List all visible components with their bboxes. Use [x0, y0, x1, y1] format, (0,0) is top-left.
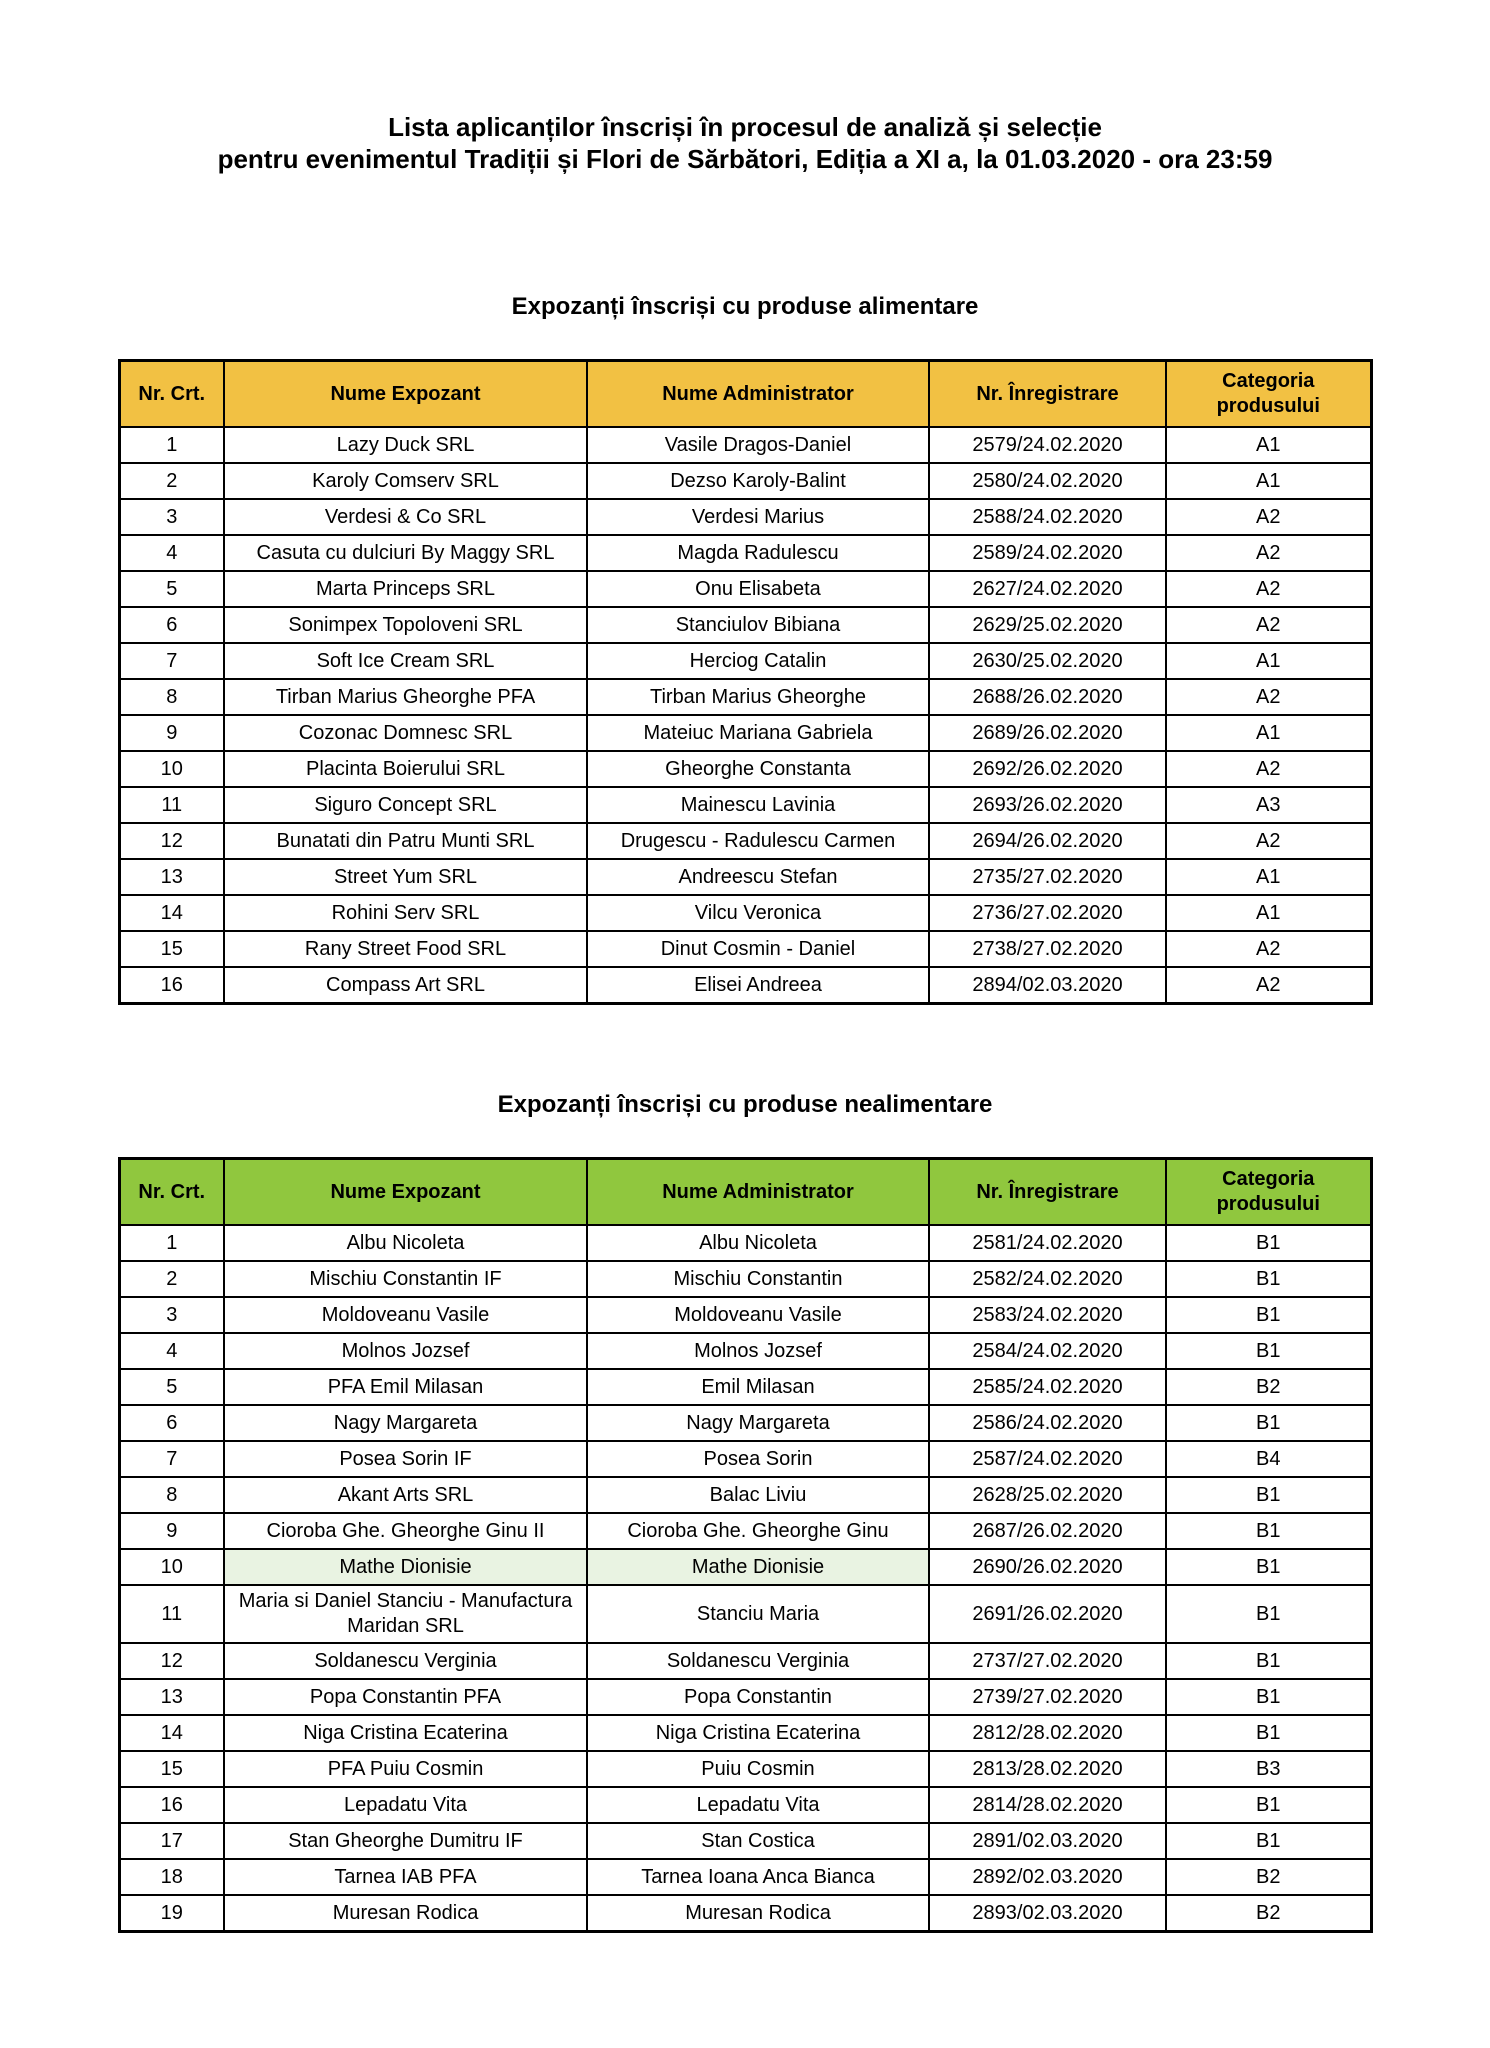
table-row [119, 1643, 1371, 1679]
table-cell: Mathe Dionisie [587, 1549, 929, 1585]
table-cell: B1 [1166, 1513, 1371, 1549]
table-cell: Tarnea IAB PFA [224, 1859, 587, 1895]
table-row [119, 499, 1371, 535]
table-cell: B1 [1166, 1333, 1371, 1369]
table-cell: Muresan Rodica [224, 1895, 587, 1932]
table-cell: Elisei Andreea [587, 967, 929, 1004]
table-cell: 2629/25.02.2020 [929, 607, 1166, 643]
table-row [119, 1585, 1371, 1643]
column-header-nume-expozant: Nume Expozant [224, 1159, 587, 1226]
table-cell: Marta Princeps SRL [224, 571, 587, 607]
table-cell: Stanciu Maria [587, 1585, 929, 1643]
table-row [119, 823, 1371, 859]
table-cell: 9 [119, 715, 224, 751]
column-header-nr-inregistrare: Nr. Înregistrare [929, 361, 1166, 428]
table-cell: 2 [119, 463, 224, 499]
table-cell: Stan Gheorghe Dumitru IF [224, 1823, 587, 1859]
table-cell: B1 [1166, 1715, 1371, 1751]
table-cell: 3 [119, 499, 224, 535]
header-row [119, 361, 1371, 428]
table-cell: 2692/26.02.2020 [929, 751, 1166, 787]
table-row [119, 427, 1371, 463]
table-cell: 2586/24.02.2020 [929, 1405, 1166, 1441]
nonfood-table-header [119, 1159, 1371, 1226]
section-title-food: Expozanți înscriși cu produse alimentare [511, 293, 979, 321]
table-cell: A1 [1166, 643, 1371, 679]
table-cell: Popa Constantin PFA [224, 1679, 587, 1715]
table-cell: Molnos Jozsef [224, 1333, 587, 1369]
table-cell: 2579/24.02.2020 [929, 427, 1166, 463]
table-cell: Balac Liviu [587, 1477, 929, 1513]
table-cell: 2691/26.02.2020 [929, 1585, 1166, 1643]
table-cell: Placinta Boierului SRL [224, 751, 587, 787]
table-row [119, 1441, 1371, 1477]
table-cell: 2583/24.02.2020 [929, 1297, 1166, 1333]
table-cell: 2688/26.02.2020 [929, 679, 1166, 715]
column-header-nr-inregistrare: Nr. Înregistrare [929, 1159, 1166, 1226]
table-cell: Lazy Duck SRL [224, 427, 587, 463]
table-cell: Molnos Jozsef [587, 1333, 929, 1369]
table-cell: A2 [1166, 967, 1371, 1004]
table-cell: Karoly Comserv SRL [224, 463, 587, 499]
table-cell: 1 [119, 1225, 224, 1261]
table-cell: 2689/26.02.2020 [929, 715, 1166, 751]
table-cell: 2627/24.02.2020 [929, 571, 1166, 607]
table-cell: 2630/25.02.2020 [929, 643, 1166, 679]
table-cell: A2 [1166, 931, 1371, 967]
table-cell: B1 [1166, 1549, 1371, 1585]
table-row [119, 463, 1371, 499]
table-cell: 2587/24.02.2020 [929, 1441, 1166, 1477]
table-cell: Nagy Margareta [224, 1405, 587, 1441]
table-cell: 2894/02.03.2020 [929, 967, 1166, 1004]
table-cell: Cozonac Domnesc SRL [224, 715, 587, 751]
column-header-nr-crt: Nr. Crt. [119, 1159, 224, 1226]
table-cell: 6 [119, 1405, 224, 1441]
table-cell: Moldoveanu Vasile [224, 1297, 587, 1333]
page-title-line-2: pentru evenimentul Tradiții și Flori de Sărbători, Ediția a XI a, la 01.03.2020 - ora 23:59 [217, 143, 1273, 174]
table-cell: 1 [119, 427, 224, 463]
table-cell: Albu Nicoleta [224, 1225, 587, 1261]
table-cell: 2813/28.02.2020 [929, 1751, 1166, 1787]
column-header-nume-administrator: Nume Administrator [587, 361, 929, 428]
table-cell: B1 [1166, 1643, 1371, 1679]
table-cell: Compass Art SRL [224, 967, 587, 1004]
table-cell: B4 [1166, 1441, 1371, 1477]
table-cell: 2693/26.02.2020 [929, 787, 1166, 823]
table-cell: 11 [119, 1585, 224, 1643]
table-cell: Lepadatu Vita [587, 1787, 929, 1823]
column-header-nume-expozant: Nume Expozant [224, 361, 587, 428]
table-cell: A1 [1166, 427, 1371, 463]
table-cell: Emil Milasan [587, 1369, 929, 1405]
table-row [119, 1823, 1371, 1859]
table-cell: B1 [1166, 1679, 1371, 1715]
table-cell: Albu Nicoleta [587, 1225, 929, 1261]
table-cell: B1 [1166, 1297, 1371, 1333]
table-cell: 13 [119, 1679, 224, 1715]
table-cell: 2580/24.02.2020 [929, 463, 1166, 499]
table-cell: A1 [1166, 859, 1371, 895]
table-cell: 2739/27.02.2020 [929, 1679, 1166, 1715]
table-cell: 2581/24.02.2020 [929, 1225, 1166, 1261]
table-cell: A3 [1166, 787, 1371, 823]
page-title-line-1: Lista aplicanților înscriși în procesul de analiză și selecție [388, 112, 1102, 142]
table-cell: B1 [1166, 1823, 1371, 1859]
column-header-categoria: Categoria produsului [1166, 1159, 1371, 1226]
table-cell: Mainescu Lavinia [587, 787, 929, 823]
table-cell: Sonimpex Topoloveni SRL [224, 607, 587, 643]
table-cell: B2 [1166, 1859, 1371, 1895]
table-cell: Rohini Serv SRL [224, 895, 587, 931]
table-cell: 2690/26.02.2020 [929, 1549, 1166, 1585]
table-cell: A2 [1166, 571, 1371, 607]
table-cell: Posea Sorin [587, 1441, 929, 1477]
table-cell: Soldanescu Verginia [587, 1643, 929, 1679]
table-cell: Cioroba Ghe. Gheorghe Ginu [587, 1513, 929, 1549]
table-row [119, 751, 1371, 787]
table-row [119, 1477, 1371, 1513]
table-row [119, 1513, 1371, 1549]
table-cell: A1 [1166, 463, 1371, 499]
table-cell: Bunatati din Patru Munti SRL [224, 823, 587, 859]
table-cell: Soldanescu Verginia [224, 1643, 587, 1679]
table-cell: 3 [119, 1297, 224, 1333]
table-cell: Niga Cristina Ecaterina [224, 1715, 587, 1751]
table-cell: 14 [119, 1715, 224, 1751]
table-row [119, 1679, 1371, 1715]
table-cell: 2628/25.02.2020 [929, 1477, 1166, 1513]
table-cell: 18 [119, 1859, 224, 1895]
table-cell: 2736/27.02.2020 [929, 895, 1166, 931]
table-cell: 5 [119, 1369, 224, 1405]
table-cell: 8 [119, 1477, 224, 1513]
table-cell: 15 [119, 931, 224, 967]
table-cell: PFA Emil Milasan [224, 1369, 587, 1405]
table-cell: B1 [1166, 1477, 1371, 1513]
table-cell: Vilcu Veronica [587, 895, 929, 931]
table-cell: Popa Constantin [587, 1679, 929, 1715]
table-cell: 2588/24.02.2020 [929, 499, 1166, 535]
nonfood-table-body [119, 1225, 1371, 1932]
food-table-header [119, 361, 1371, 428]
table-cell: Verdesi Marius [587, 499, 929, 535]
food-table-body [119, 427, 1371, 1004]
table-row [119, 1405, 1371, 1441]
table-cell: A2 [1166, 607, 1371, 643]
table-cell: 2892/02.03.2020 [929, 1859, 1166, 1895]
column-header-nr-crt: Nr. Crt. [119, 361, 224, 428]
table-cell: 2687/26.02.2020 [929, 1513, 1166, 1549]
table-cell: B1 [1166, 1261, 1371, 1297]
table-row [119, 1549, 1371, 1585]
column-header-categoria: Categoria produsului [1166, 361, 1371, 428]
table-cell: 5 [119, 571, 224, 607]
table-cell: 2582/24.02.2020 [929, 1261, 1166, 1297]
table-row [119, 571, 1371, 607]
table-cell: 2735/27.02.2020 [929, 859, 1166, 895]
table-cell: Magda Radulescu [587, 535, 929, 571]
table-cell: Maria si Daniel Stanciu - Manufactura Maridan SRL [224, 1585, 587, 1643]
table-cell: Siguro Concept SRL [224, 787, 587, 823]
table-row [119, 679, 1371, 715]
table-cell: B2 [1166, 1369, 1371, 1405]
table-cell: Nagy Margareta [587, 1405, 929, 1441]
table-cell: 10 [119, 751, 224, 787]
table-cell: Soft Ice Cream SRL [224, 643, 587, 679]
table-cell: 2584/24.02.2020 [929, 1333, 1166, 1369]
table-cell: B3 [1166, 1751, 1371, 1787]
table-cell: Mischiu Constantin IF [224, 1261, 587, 1297]
table-cell: 2738/27.02.2020 [929, 931, 1166, 967]
column-header-nume-administrator: Nume Administrator [587, 1159, 929, 1226]
table-cell: 2812/28.02.2020 [929, 1715, 1166, 1751]
table-cell: A1 [1166, 895, 1371, 931]
header-row [119, 1159, 1371, 1226]
table-cell: B1 [1166, 1585, 1371, 1643]
table-cell: B1 [1166, 1405, 1371, 1441]
table-cell: Dezso Karoly-Balint [587, 463, 929, 499]
table-row [119, 895, 1371, 931]
table-cell: 4 [119, 1333, 224, 1369]
table-cell: A2 [1166, 679, 1371, 715]
table-cell: Puiu Cosmin [587, 1751, 929, 1787]
table-cell: 12 [119, 1643, 224, 1679]
table-cell: Lepadatu Vita [224, 1787, 587, 1823]
table-cell: 7 [119, 643, 224, 679]
table-cell: 11 [119, 787, 224, 823]
table-cell: 2585/24.02.2020 [929, 1369, 1166, 1405]
table-row [119, 1369, 1371, 1405]
section-title-nonfood: Expozanți înscriși cu produse nealimentare [497, 1091, 993, 1119]
table-cell: 2694/26.02.2020 [929, 823, 1166, 859]
table-cell: A2 [1166, 823, 1371, 859]
table-row [119, 1859, 1371, 1895]
table-cell: Mathe Dionisie [224, 1549, 587, 1585]
table-cell: 14 [119, 895, 224, 931]
table-row [119, 859, 1371, 895]
table-cell: Drugescu - Radulescu Carmen [587, 823, 929, 859]
table-cell: Niga Cristina Ecaterina [587, 1715, 929, 1751]
table-row [119, 967, 1371, 1004]
table-cell: Mateiuc Mariana Gabriela [587, 715, 929, 751]
table-cell: B2 [1166, 1895, 1371, 1932]
table-cell: 6 [119, 607, 224, 643]
table-row [119, 931, 1371, 967]
table-row [119, 1895, 1371, 1932]
table-cell: Andreescu Stefan [587, 859, 929, 895]
table-row [119, 535, 1371, 571]
table-cell: 2737/27.02.2020 [929, 1643, 1166, 1679]
table-row [119, 1787, 1371, 1823]
table-cell: 10 [119, 1549, 224, 1585]
table-cell: B1 [1166, 1225, 1371, 1261]
table-cell: 8 [119, 679, 224, 715]
table-cell: Moldoveanu Vasile [587, 1297, 929, 1333]
table-cell: Cioroba Ghe. Gheorghe Ginu II [224, 1513, 587, 1549]
table-row [119, 1297, 1371, 1333]
table-row [119, 1225, 1371, 1261]
table-cell: Tirban Marius Gheorghe PFA [224, 679, 587, 715]
table-row [119, 1333, 1371, 1369]
table-cell: Rany Street Food SRL [224, 931, 587, 967]
table-cell: Posea Sorin IF [224, 1441, 587, 1477]
nonfood-exhibitors-table [118, 1157, 1373, 1933]
food-exhibitors-table [118, 359, 1373, 1005]
table-cell: PFA Puiu Cosmin [224, 1751, 587, 1787]
table-cell: 2893/02.03.2020 [929, 1895, 1166, 1932]
table-cell: 17 [119, 1823, 224, 1859]
table-row [119, 1261, 1371, 1297]
table-cell: 7 [119, 1441, 224, 1477]
table-cell: 16 [119, 1787, 224, 1823]
table-row [119, 787, 1371, 823]
table-cell: 2814/28.02.2020 [929, 1787, 1166, 1823]
table-cell: 2 [119, 1261, 224, 1297]
table-cell: Stan Costica [587, 1823, 929, 1859]
table-cell: A2 [1166, 499, 1371, 535]
table-cell: B1 [1166, 1787, 1371, 1823]
table-cell: A1 [1166, 715, 1371, 751]
table-cell: Verdesi & Co SRL [224, 499, 587, 535]
table-cell: A2 [1166, 535, 1371, 571]
table-cell: Tarnea Ioana Anca Bianca [587, 1859, 929, 1895]
table-cell: 15 [119, 1751, 224, 1787]
table-cell: Stanciulov Bibiana [587, 607, 929, 643]
table-row [119, 1715, 1371, 1751]
table-cell: Vasile Dragos-Daniel [587, 427, 929, 463]
table-row [119, 643, 1371, 679]
table-cell: Muresan Rodica [587, 1895, 929, 1932]
table-cell: Dinut Cosmin - Daniel [587, 931, 929, 967]
table-cell: Casuta cu dulciuri By Maggy SRL [224, 535, 587, 571]
table-cell: Tirban Marius Gheorghe [587, 679, 929, 715]
table-cell: 16 [119, 967, 224, 1004]
table-cell: 4 [119, 535, 224, 571]
table-cell: 9 [119, 1513, 224, 1549]
table-cell: 13 [119, 859, 224, 895]
table-cell: Herciog Catalin [587, 643, 929, 679]
table-row [119, 1751, 1371, 1787]
table-cell: 12 [119, 823, 224, 859]
page-title [120, 112, 1370, 175]
table-cell: 19 [119, 1895, 224, 1932]
table-cell: Gheorghe Constanta [587, 751, 929, 787]
table-cell: Mischiu Constantin [587, 1261, 929, 1297]
table-row [119, 607, 1371, 643]
table-cell: 2589/24.02.2020 [929, 535, 1166, 571]
table-cell: A2 [1166, 751, 1371, 787]
table-row [119, 715, 1371, 751]
table-cell: Street Yum SRL [224, 859, 587, 895]
table-cell: Onu Elisabeta [587, 571, 929, 607]
table-cell: 2891/02.03.2020 [929, 1823, 1166, 1859]
table-cell: Akant Arts SRL [224, 1477, 587, 1513]
